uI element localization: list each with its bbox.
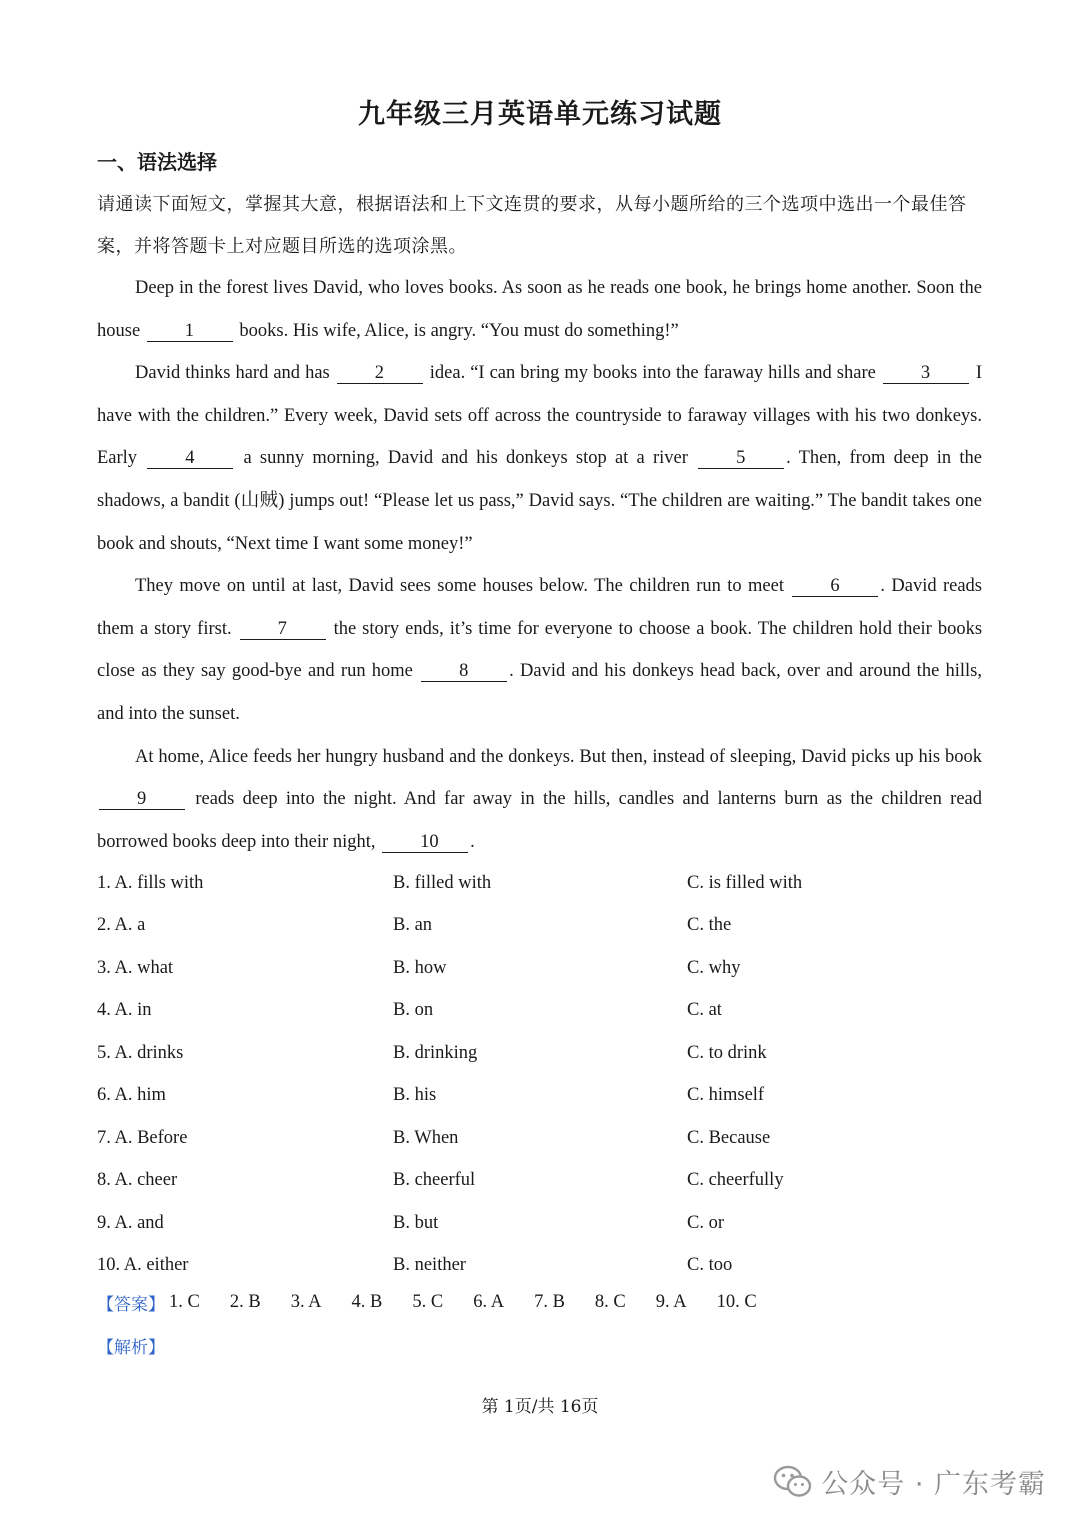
answer-item: 8. C [594, 1292, 626, 1312]
option-b: B. neither [393, 1255, 466, 1276]
page-title: 九年级三月英语单元练习试题 [358, 99, 722, 130]
option-row [97, 1245, 982, 1288]
answer-key [97, 1290, 787, 1315]
option-c: C. the [687, 915, 732, 936]
option-b: B. filled with [393, 872, 492, 893]
section-heading: 一、语法选择 [97, 150, 217, 174]
option-a: 7. A. Before [97, 1127, 188, 1148]
option-a: 2. A. a [97, 915, 146, 936]
option-b: B. When [393, 1127, 459, 1148]
answer-item: 4. B [351, 1292, 383, 1312]
option-row [97, 1117, 982, 1160]
watermark-text: 公众号 · 广东考霸 [821, 1469, 1046, 1500]
option-c: C. at [687, 1000, 722, 1021]
options-list [97, 862, 982, 1287]
paragraph-2: David thinks hard and has 2 idea. “I can bring my books into the faraway hills and share 3 I have with the children.” Every week, David sets off across the countryside to faraway villages with his two donkeys. Early 4 a sunny morning, David and his donkeys stop at a river 5 . Then, from deep in the shadows, a bandit (山贼) jumps out! “Please let us pass,” David says. “The children are waiting.” The bandit takes one book and shouts, “Next time I want some money!” [97, 363, 983, 554]
option-a: 5. A. drinks [97, 1042, 184, 1063]
option-b: B. cheerful [393, 1170, 476, 1191]
answer-item: 1. C [169, 1292, 200, 1312]
option-row [97, 1160, 982, 1203]
option-a: 3. A. what [97, 957, 174, 978]
instructions: 请通读下面短文，掌握其大意，根据语法和上下文连贯的要求，从每小题所给的三个选项中选出一个最佳答案，并将答题卡上对应题目所选的选项涂黑。 [97, 194, 967, 257]
option-row [97, 1202, 982, 1245]
answer-item: 2. B [229, 1292, 261, 1312]
option-row [97, 862, 982, 905]
blank-9: 9 [99, 789, 185, 810]
option-b: B. his [393, 1085, 437, 1106]
page-footer: 第 1页/共 16页 [481, 1397, 599, 1417]
watermark [773, 1462, 1046, 1501]
blank-5: 5 [698, 448, 784, 469]
blank-6: 6 [792, 576, 878, 597]
option-a: 8. A. cheer [97, 1170, 178, 1191]
blank-1: 1 [147, 321, 233, 342]
option-a: 10. A. either [97, 1255, 189, 1276]
option-c: C. cheerfully [687, 1170, 784, 1191]
option-b: B. how [393, 957, 447, 978]
blank-7: 7 [240, 619, 326, 640]
wechat-icon [773, 1465, 813, 1499]
answer-item: 5. C [412, 1292, 444, 1312]
option-row [97, 1075, 982, 1118]
paragraph-4: At home, Alice feeds her hungry husband and the donkeys. But then, instead of sleeping, David picks up his book 9 reads deep into the night. And far away in the hills, candles and lanterns burn as the children read borrowed books deep into their night, 10 . [97, 746, 983, 852]
paragraph-1: Deep in the forest lives David, who loves books. As soon as he reads one book, he brings home another. Soon the house 1 books. His wife, Alice, is angry. “You must do something!” [97, 278, 982, 341]
option-a: 9. A. and [97, 1212, 164, 1233]
option-a: 4. A. in [97, 1000, 152, 1021]
blank-10: 10 [382, 832, 468, 853]
option-a: 1. A. fills with [97, 872, 204, 893]
blank-3: 3 [883, 363, 969, 384]
answer-item: 10. C [716, 1292, 757, 1312]
passage [97, 267, 982, 863]
analysis-label: 【解析】 [97, 1338, 165, 1358]
option-row [97, 947, 982, 990]
option-b: B. drinking [393, 1042, 478, 1063]
option-c: C. or [687, 1212, 724, 1233]
option-b: B. on [393, 1000, 434, 1021]
option-row [97, 1032, 982, 1075]
paragraph-3: They move on until at last, David sees some houses below. The children run to meet 6 . David reads them a story first. 7 the story ends, it’s time for everyone to choose a book. The children hold their books close as they say good-bye and run home 8 . David and his donkeys head back, over and around the hills, and into the sunset. [97, 576, 983, 724]
answer-item: 3. A [290, 1292, 322, 1312]
option-row [97, 905, 982, 948]
option-c: C. too [687, 1255, 733, 1276]
option-c: C. Because [687, 1127, 771, 1148]
option-c: C. is filled with [687, 872, 803, 893]
option-c: C. why [687, 957, 741, 978]
answer-item: 9. A [655, 1292, 687, 1312]
option-c: C. himself [687, 1085, 765, 1106]
option-b: B. but [393, 1212, 439, 1233]
blank-2: 2 [337, 363, 423, 384]
option-a: 6. A. him [97, 1085, 166, 1106]
option-c: C. to drink [687, 1042, 767, 1063]
blank-4: 4 [147, 448, 233, 469]
option-row [97, 990, 982, 1033]
answer-item: 6. A [473, 1292, 505, 1312]
option-b: B. an [393, 915, 433, 936]
answer-label: 【答案】 [97, 1295, 165, 1315]
answer-item: 7. B [534, 1292, 565, 1312]
blank-8: 8 [421, 661, 507, 682]
